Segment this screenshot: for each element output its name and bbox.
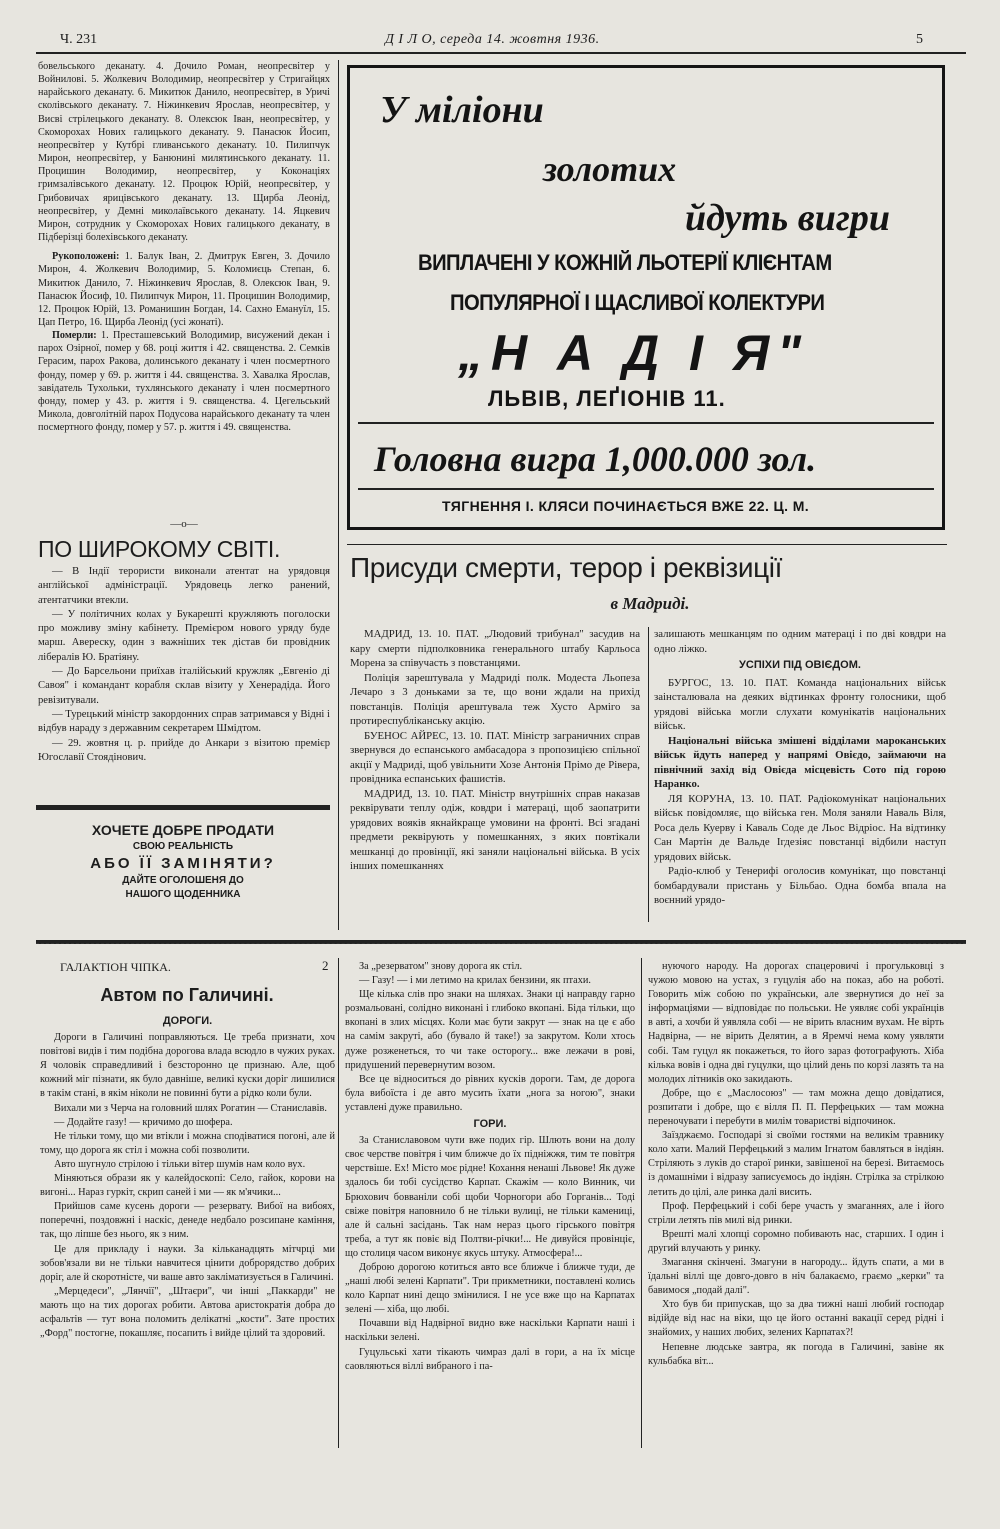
ordained-label: Рукоположені: [52, 251, 120, 263]
world-item: — 29. жовтня ц. р. прийде до Анкари з візитою премієр Югославії Стоядінович. [38, 737, 330, 763]
column-divider [641, 958, 642, 1448]
classified-ad [38, 822, 328, 903]
madrid-subtitle: в Мадриді. [610, 594, 690, 613]
small-ad-top-rule [36, 805, 330, 810]
madrid-paragraph: Радіо-клюб у Тенерифі оголосив комунікат, що повстанці бомбардували пристань у Більбао. Одна бомба впала на воєнний урядо- [654, 865, 946, 906]
ordained-paragraph [38, 250, 330, 329]
ad-line: НАШОГО ЩОДЕННИКА [125, 889, 241, 900]
feuilleton-paragraph: Дороги в Галичині поправляються. Це треба признати, хоч повітові видів і тим подібна дорогова влада всюдло в чужих руках. Я чоловік справедливий і безсторонно це признаю. Але, щоб кожний міг пізнати, як було давніше, великі куски доріг лишилися в такім стані, в якім ніколи не повинні бути а рідко коли були. [40, 1032, 335, 1100]
feuilleton-paragraph: Добре, що є „Маслосоюз" — там можна дещо довідатися, розпитати і добре, що є вілля П. П. Перфецьких — там можна переночувати і перебути в милім товаристві відпочинок. [648, 1087, 944, 1128]
article-top-rule [347, 544, 947, 545]
feuilleton-column-3 [648, 960, 944, 1369]
ad-line: золотих [543, 149, 677, 189]
installment-number: 2 [322, 958, 329, 973]
ad-rule [358, 488, 934, 490]
died-label: Померли: [52, 330, 97, 342]
feuilleton-rule [36, 940, 966, 944]
column-divider [648, 627, 649, 922]
ad-line: йдуть вигри [685, 197, 891, 239]
madrid-paragraph: Національні війська змішені відділами мароканських військ йдуть наперед у напрямі Овієдо, займаючи на північний захід від Овієда місцевість Сото під горою Наранко. [654, 734, 946, 790]
world-item: — До Барсельони приїхав італійський кружляк „Евгеніо ді Савоя" і командант корабля склав візиту у Хенерадіда. Його ревізитували. [38, 666, 330, 706]
feuilleton-paragraph: Непевне людське завтра, як погода в Галичині, завіне як кульбабка віт... [648, 1341, 944, 1367]
feuilleton-paragraph: Гуцульські хати тікають чимраз далі в гори, а на їх місце саовляються віллі вибраного і па- [345, 1346, 635, 1372]
feuilleton-paragraph: Все це відноситься до рівних кусків дороги. Там, де дорога була вибоїста і де авто мусить їхати „нога за ногою", знаки уставлені дуже правильно. [345, 1073, 635, 1113]
madrid-paragraph: БУРГОС, 13. 10. ПАТ. Команда національних військ заінсталювала на деяких відтинках фронту голосники, щоб урядові війська могли слухати комунікатів національних військ. [654, 676, 946, 732]
ad-address: ЛЬВІВ, ЛЕҐІОНІВ 11. [488, 386, 726, 411]
feuilleton-column-1 [40, 1012, 335, 1341]
madrid-paragraph: БУЕНОС АЙРЕС, 13. 10. ПАТ. Міністр заграничних справ звернувся до еспанського амбасадора з пропозицією спільної акції у Мадриді, щоб увільнити Хозе Антонія Прімо де Рівера, провідника еспанських фашистів. [350, 729, 640, 785]
ad-line: ДАЙТЕ ОГОЛОШЕНЯ ДО [122, 875, 244, 886]
ad-line: ПОПУЛЯРНОЇ І ЩАСЛИВОЇ КОЛЕКТУРИ [450, 290, 825, 315]
feuilleton-paragraph: нуючого народу. На дорогах спацеровичі і прогульковці з чужою мовою на устах, з гуцулія або на показ, або на роботі. Говорить між собою по українськи, але звернутися до неї за інформаціями — відповідає по польськи. Не уявляє собі українців в авті, а хочби й уявляла собі — не вірить власним вухам. Не вірть Надвірна, — не вірить Делятин, а в Яремчі нема кому уявляти собі. Там гуцул як покажеться, то його зараз фотографують. Хіба кілька вовів і одна дві гуцулки, що цілий день по корзі лазять та на молодих літників око закидають. [648, 961, 944, 1085]
feuilleton-paragraph: Міняються образи як у калейдоскопі: Село, гайок, корови на вигоні... Нараз гуркіт, скрип саней і ми — як м'ячики... [40, 1173, 335, 1199]
madrid-paragraph: МАДРИД, 13. 10. ПАТ. „Людовий трибунал" засудив на кару смерти підполковника генерального штабу Карльоса Морена за співучасть з повстанцями. [350, 628, 640, 669]
madrid-paragraph: ЛЯ КОРУНА, 13. 10. ПАТ. Радіокомунікат національних військ повідомляє, що війська ген. Моля заняли Наваль Віля, Роса дель Куерву і Каваль Соде де Льос Відріос. На відтинку Сан Мартін де Вальде Ігдезіяс повстанці відбили наступ урядових військ. [654, 792, 946, 863]
ad-line: АБО ЇЇ ЗАМІНЯТИ? [90, 855, 276, 872]
feuilleton-paragraph: За „резерватом" знову дорога як стіл. [359, 961, 523, 972]
world-item: — Турецький міністр закордонних справ затримався у Відні і відбув нараду з державним секретарем Шмідтом. [38, 708, 330, 735]
header-rule [36, 52, 966, 54]
column-divider [338, 958, 339, 1448]
feuilleton-paragraph: Проф. Перфецький і собі бере участь у змаганнях, але і його стріли летять пів милі від ринки. [648, 1200, 944, 1226]
ad-line: ВИПЛАЧЕНІ У КОЖНІЙ ЛЬОТЕРІЇ КЛІЄНТАМ [418, 250, 832, 275]
ad-rule [358, 422, 934, 424]
feuilleton-paragraph: Не тільки тому, що ми втікли і можна сподіватися погоні, але й тому, що дорога як стіл і можна собі позволити. [40, 1130, 335, 1156]
madrid-headline: Присуди смерти, терор і реквізиції [350, 552, 782, 583]
feuilleton-paragraph: Хто був би припускав, що за два тижні наші любий господар відійде від нас на віки, що це його останні вакації серед рідні і знайомих, у наших любих, зелених Карпатах?! [648, 1299, 944, 1339]
church-news-column [38, 60, 330, 434]
lottery-advertisement [347, 65, 945, 530]
died-text: 1. Престашевський Володимир, висужений декан і парох Озірної, помер у 68. році життя і 42. священства. 2. Семків Герасим, парох Ракова, долинського деканату і член посмертного фонду, помер у 69. р. життя і 44. священства. 3. Хавалка Ярослав, завідатель Тухольки, тухлянського деканату і член посмертного фонду, помер у 43. р. життя і 9. священства. 4. Цегельський Микола, довголітній парох Подусова нарайського деканату та член посмертного фонду, помер у 57. р. життя і 49. священства. [38, 330, 330, 434]
world-news-title: ПО ШИРОКОМУ СВІТІ. [38, 536, 281, 562]
section-subtitle: ДОРОГИ. [162, 1015, 213, 1027]
ordained-text: 1. Балук Іван, 2. Дмитрук Евген, 3. Дочило Мирон, 4. Жолкевич Володимир, 5. Коломиєць Степан, 6. Микитюк Данило, 7. Ніжинкевич Ярослав, 8. Олексюк Іван, 9. Панасюк Йосиф, 10. Пилипчук Мирон, 11. Процишин Володимир, 12. Процюк Юрій, 13. Романишин Богдан, 14. Сахно Емануїл, 15. Цап Петро, 16. Щирба Леонід (усі жонаті). [38, 251, 330, 328]
newspaper-dateline: Д І Л О, середа 14. жовтня 1936. [385, 32, 600, 47]
appointments-text: бовельського деканату. 4. Дочило Роман, неопресвітер у Войнилові. 5. Жолкевич Володимир, неопресвітер у Стригайцях нарайського деканату. 6. Микитюк Данило, неопресвітер, в Уричі сколівського деканату. 7. Ніжинкевич Ярослав, неопресвітер, у Висві стрілецького деканату. 8. Олексюк Іван, неопресвітер, у Скоморохах Нових галицького деканату. 9. Панасюк Йосип, неопресвітер у Кутбрі гливанського деканату. 10. Пилипчук Мирон, неопресвітер, у Банюнині милятинського деканату. 11. Процишин Володимир, неопресвітер, у Коконаціях гримзалівського деканату. 12. Процюк Юрій, неопресвітер, у Грибовичах ярицівського деканату. 13. Щирба Леонід, неопресвітер, у Демні миколаївського деканату. 14. Яцкевич Мирон, сотрудник у Скоморохах Нових галицького деканату, в Підберізці болехівського деканату. [38, 61, 330, 244]
feuilleton-paragraph: Ще кілька слів про знаки на шляхах. Знаки ці направду гарно розмальовані, солідно виконані і глибоко вкопані. Біда тільки, що вкопані в злих місцях. Коли має бути закрут — знак на це є або на самім закруті, або (бувало й таке!) за закрутом. Коли хтось дуже розженеться, то чи таке осторогу... вже лежачи в рові, придушений перевернутим возом. [345, 989, 635, 1071]
feuilleton-paragraph: За Станиславовом чути вже подих гір. Шлють вони на долу своє черстве повітря і чим ближче до їх підніжжя, тим те повітря черствіше. Ех! Місто моє рідне! Кохання ненаші Львове! Як дуже здалось би тобі сусідство Карпат. Скажім — коло Винник, чи Брюхович бовваніли собі щоби Чорногори або Горганів... Тоді свіже повітря наповнило б не тільки вулиці, не тільки камениці, але й сальні засідань. Так нам нераз цього гірського повітря треба, а тут як повіє від Полтви-річки!... Не дивуйся провінціє, що столиця часом виконує якусь штуку. Атмосфера!... [345, 1135, 635, 1259]
madrid-paragraph: Поліція зарештувала у Мадриді полк. Модеста Льопеза Лечаро з 3 доньками за те, що вони ждали на прихід повстанців. Поліція арештувала теж Хусто Арміго за протиреспубліканську акцію. [350, 671, 640, 727]
section-subtitle: ГОРИ. [473, 1118, 507, 1131]
feuilleton-title: Автом по Галичині. [100, 985, 274, 1005]
feuilleton-paragraph: Авто шугнуло стрілою і тільки вітер шумів нам коло вух. [54, 1158, 306, 1170]
ad-line: СВОЮ РЕАЛЬНІСТЬ [132, 841, 234, 852]
feuilleton-paragraph: Доброю дорогою котиться авто все ближче і ближче туди, де „наші любі зелені Карпати". Три прикметники, поставлені колись коло Карпат нині дещо змінилися. І не усе вже що на Карпатах зелені — хіба, що любі. [345, 1261, 635, 1316]
feuilleton-paragraph: „Мерцедеси", „Лянчії", „Штаєри", чи інші „Паккарди" не мають що на тих дорогах робити. Автова аристократія добра до асфальтів — тут вона поломить делікатні „кости". Зате простих „Форд" постогне, покашляє, посапить і вийде цілий та здоровий. [40, 1285, 335, 1340]
feuilleton-paragraph: Заїзджаємо. Господарі зі своїми гостями на великім травнику коло хати. Малий Перфецький з малим Ігнатом бавляться в індіян. Стріляють з луків до старої ринки, завішеної на березі. Витаємось із домашніми і відразу записуємось до індіян. Стрілка за стрілкою летить до цілі, але ринка далі висить. [648, 1130, 944, 1198]
ad-line: ХОЧЕТЕ ДОБРЕ ПРОДАТИ [91, 822, 275, 838]
feuilleton-paragraph: Почавши від Надвірної видно вже наскільки Карпати наші і наскільки зелені. [345, 1318, 635, 1344]
ad-brand: „Н А Д І Я" [458, 325, 809, 381]
divider: —о— [170, 518, 198, 530]
died-paragraph [38, 329, 330, 434]
page-number: 5 [916, 32, 923, 47]
feuilleton-paragraph: Змагання скінчені. Змагуни в нагороду... йдуть спати, а ми в їдальні віллі ще довго-довго в ніч балакаємо, граємо „керки" та бавимося „подай далі". [648, 1256, 944, 1297]
madrid-column-1 [350, 627, 640, 874]
page-header [0, 30, 1000, 52]
feuilleton-column-2 [345, 960, 635, 1374]
madrid-paragraph: залишають мешканцям по одним матераці і по дві ковдри на одно ліжко. [654, 628, 946, 655]
ad-prize: Головна вигра 1,000.000 зол. [374, 439, 817, 479]
feuilleton-paragraph: — Газу! — і ми летимо на крилах бензини, як птахи. [359, 975, 591, 987]
feuilleton-paragraph: Це для прикладу і науки. За кільканадцять мітчрці ми зобов'язали ви не тільки навчитеся цінити доброрядство добрих доріг, але й скоротністе, чи ваше авто закліматизується в Галичині. [40, 1243, 335, 1283]
madrid-column-2 [654, 627, 946, 908]
feuilleton-paragraph: — Додайте газу! — кричимо до шофера. [54, 1116, 233, 1128]
feuilleton-paragraph: Прийшов саме кусень дороги — резервату. Вибої на вибоях, поперечні, поздовжні і наскіс, денеде недбало розсипане каміння, так, що ліпше без нього, як з ним. [40, 1201, 335, 1241]
feuilleton-paragraph: Вихали ми з Черча на головний шлях Рогатин — Станиславів. [54, 1102, 327, 1114]
ad-drawing-date: ТЯГНЕННЯ I. КЛЯСИ ПОЧИНАЄТЬСЯ ВЖЕ 22. Ц. М. [442, 498, 810, 514]
issue-number: Ч. 231 [60, 32, 98, 47]
world-item: — В Індії терористи виконали атентат на урядовця англійської адміністрації. Урядовець легко ранений, атентатчики втекли. [38, 566, 330, 606]
world-item: — У політичних колах у Букарешті кружляють поголоски про можливу зміну кабінету. Премієром нового уряду буде марш. Авереску, один з важніших тек дістав би провідник лібералів Ю. Братіяну. [38, 608, 330, 663]
ad-line: У міліони [380, 89, 544, 131]
column-divider [338, 60, 339, 930]
feuilleton-paragraph: Врешті малі хлопці соромно побивають нас, старших. І один і другий влучають у ринку. [648, 1228, 944, 1254]
feuilleton-author: ГАЛАКТІОН ЧІПКА. [60, 960, 171, 974]
section-subtitle: УСПІХИ ПІД ОВІЄДОМ. [739, 659, 861, 671]
madrid-paragraph: МАДРИД, 13. 10. ПАТ. Міністр внутрішніх справ наказав реквірувати теплу одіж, ковдри і матераці, щоб заопатрити урядових вояків якнайкраще умовини на фронті. Всі згадані предмети реквірують у помешканнях, з яких повтікали мешканці до провінції, які заняли національні війська. В усіх інших помешканнях [350, 787, 640, 872]
world-news-column [38, 565, 330, 765]
